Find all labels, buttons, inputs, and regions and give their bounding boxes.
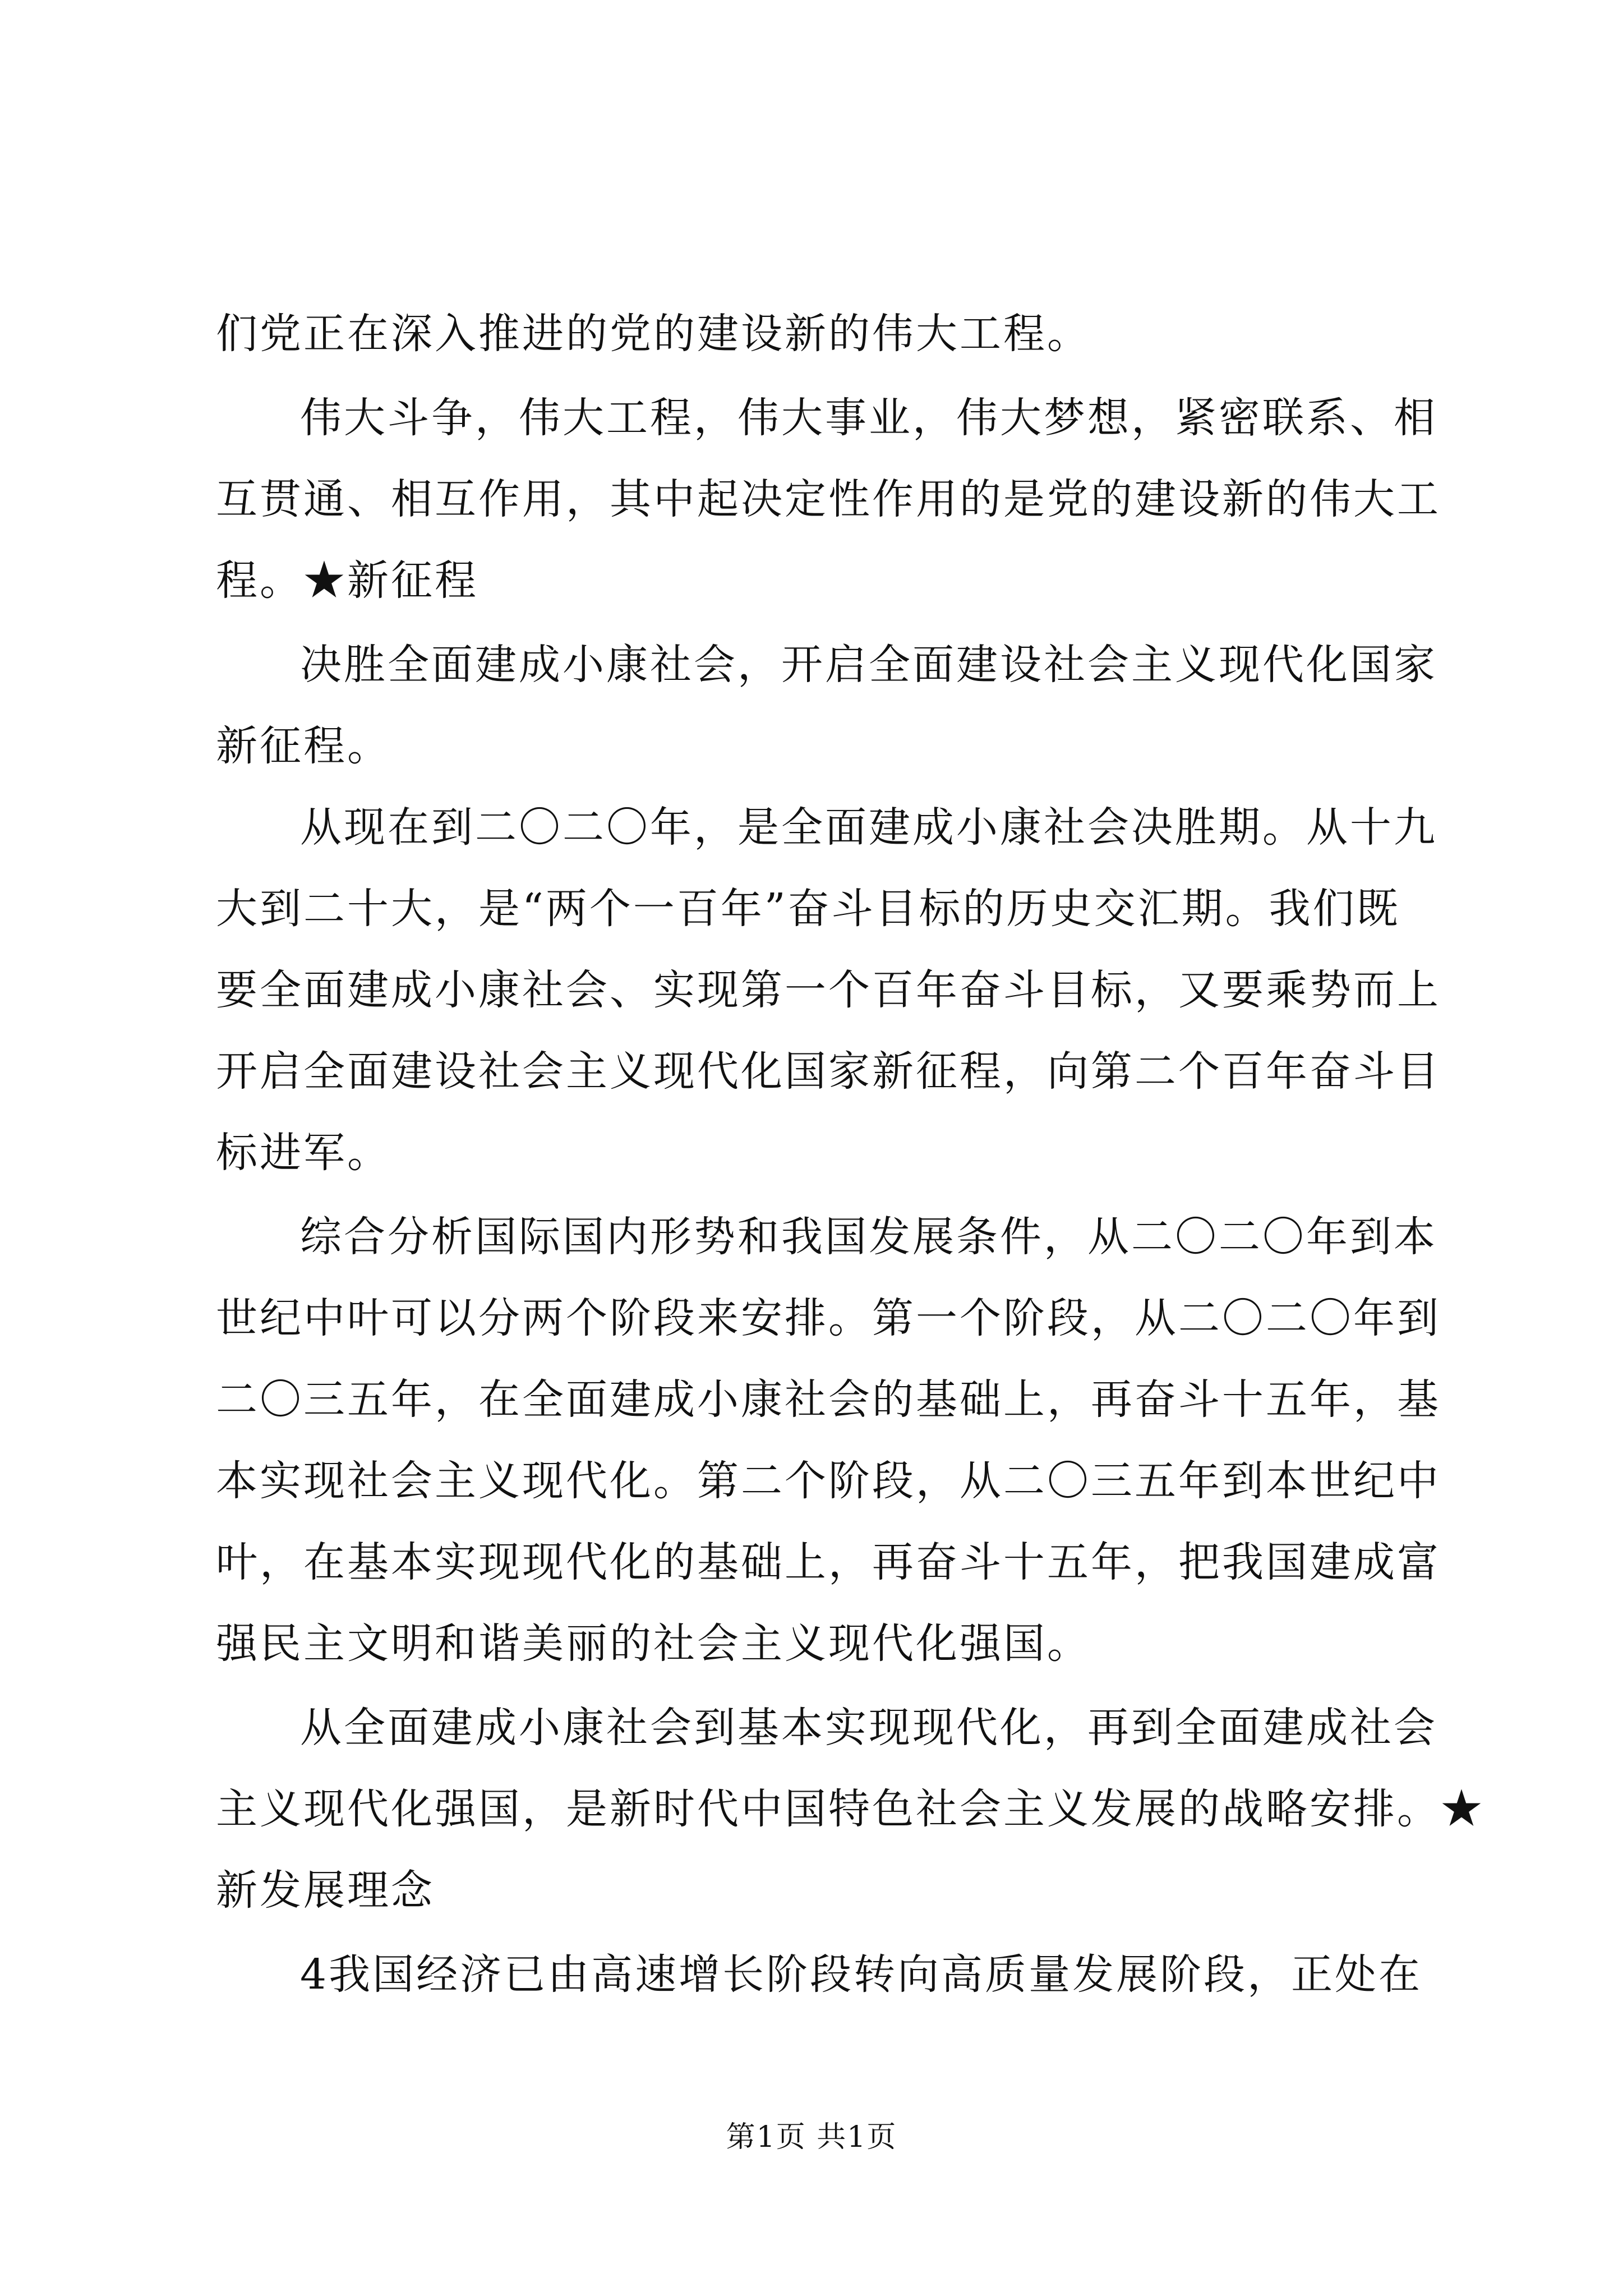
text-line: 叶，在基本实现现代化的基础上，再奋斗十五年，把我国建成富 [216,1538,1441,1586]
text-line: 二〇三五年，在全面建成小康社会的基础上，再奋斗十五年，基 [216,1375,1441,1424]
text-line: 们党正在深入推进的党的建设新的伟大工程。 [216,310,1091,358]
text-line: 本实现社会主义现代化。第二个阶段，从二〇三五年到本世纪中 [216,1457,1441,1505]
text-line: 综合分析国际国内形势和我国发展条件，从二〇二〇年到本 [300,1213,1437,1261]
text-line: 要全面建成小康社会、实现第一个百年奋斗目标，又要乘势而上 [216,966,1441,1014]
text-line: 新发展理念 [216,1866,435,1915]
text-line: 从全面建成小康社会到基本实现现代化，再到全面建成社会 [300,1704,1437,1752]
text-line: 从现在到二〇二〇年，是全面建成小康社会决胜期。从十九 [300,803,1437,852]
text-line: 伟大斗争，伟大工程，伟大事业，伟大梦想，紧密联系、相 [300,394,1437,442]
text-line: 世纪中叶可以分两个阶段来安排。第一个阶段，从二〇二〇年到 [216,1294,1441,1342]
text-line: 互贯通、相互作用，其中起决定性作用的是党的建设新的伟大工 [216,475,1441,523]
text-line: 主义现代化强国，是新时代中国特色社会主义发展的战略安排。★ [216,1785,1484,1833]
text-line: 开启全面建设社会主义现代化国家新征程，向第二个百年奋斗目 [216,1047,1441,1096]
text-line: 强民主文明和谐美丽的社会主义现代化强国。 [216,1619,1091,1668]
text-line: 新征程。 [216,722,391,770]
text-line: 决胜全面建成小康社会，开启全面建设社会主义现代化国家 [300,641,1437,689]
text-line: 程。★新征程 [216,556,478,605]
text-line: 大到二十大，是“两个一百年”奋斗目标的历史交汇期。我们既 [216,885,1400,933]
text-line: 标进军。 [216,1129,391,1177]
text-line: 4我国经济已由高速增长阶段转向高质量发展阶段，正处在 [300,1950,1423,1999]
page-footer: 第1页 共1页 [726,2120,897,2154]
